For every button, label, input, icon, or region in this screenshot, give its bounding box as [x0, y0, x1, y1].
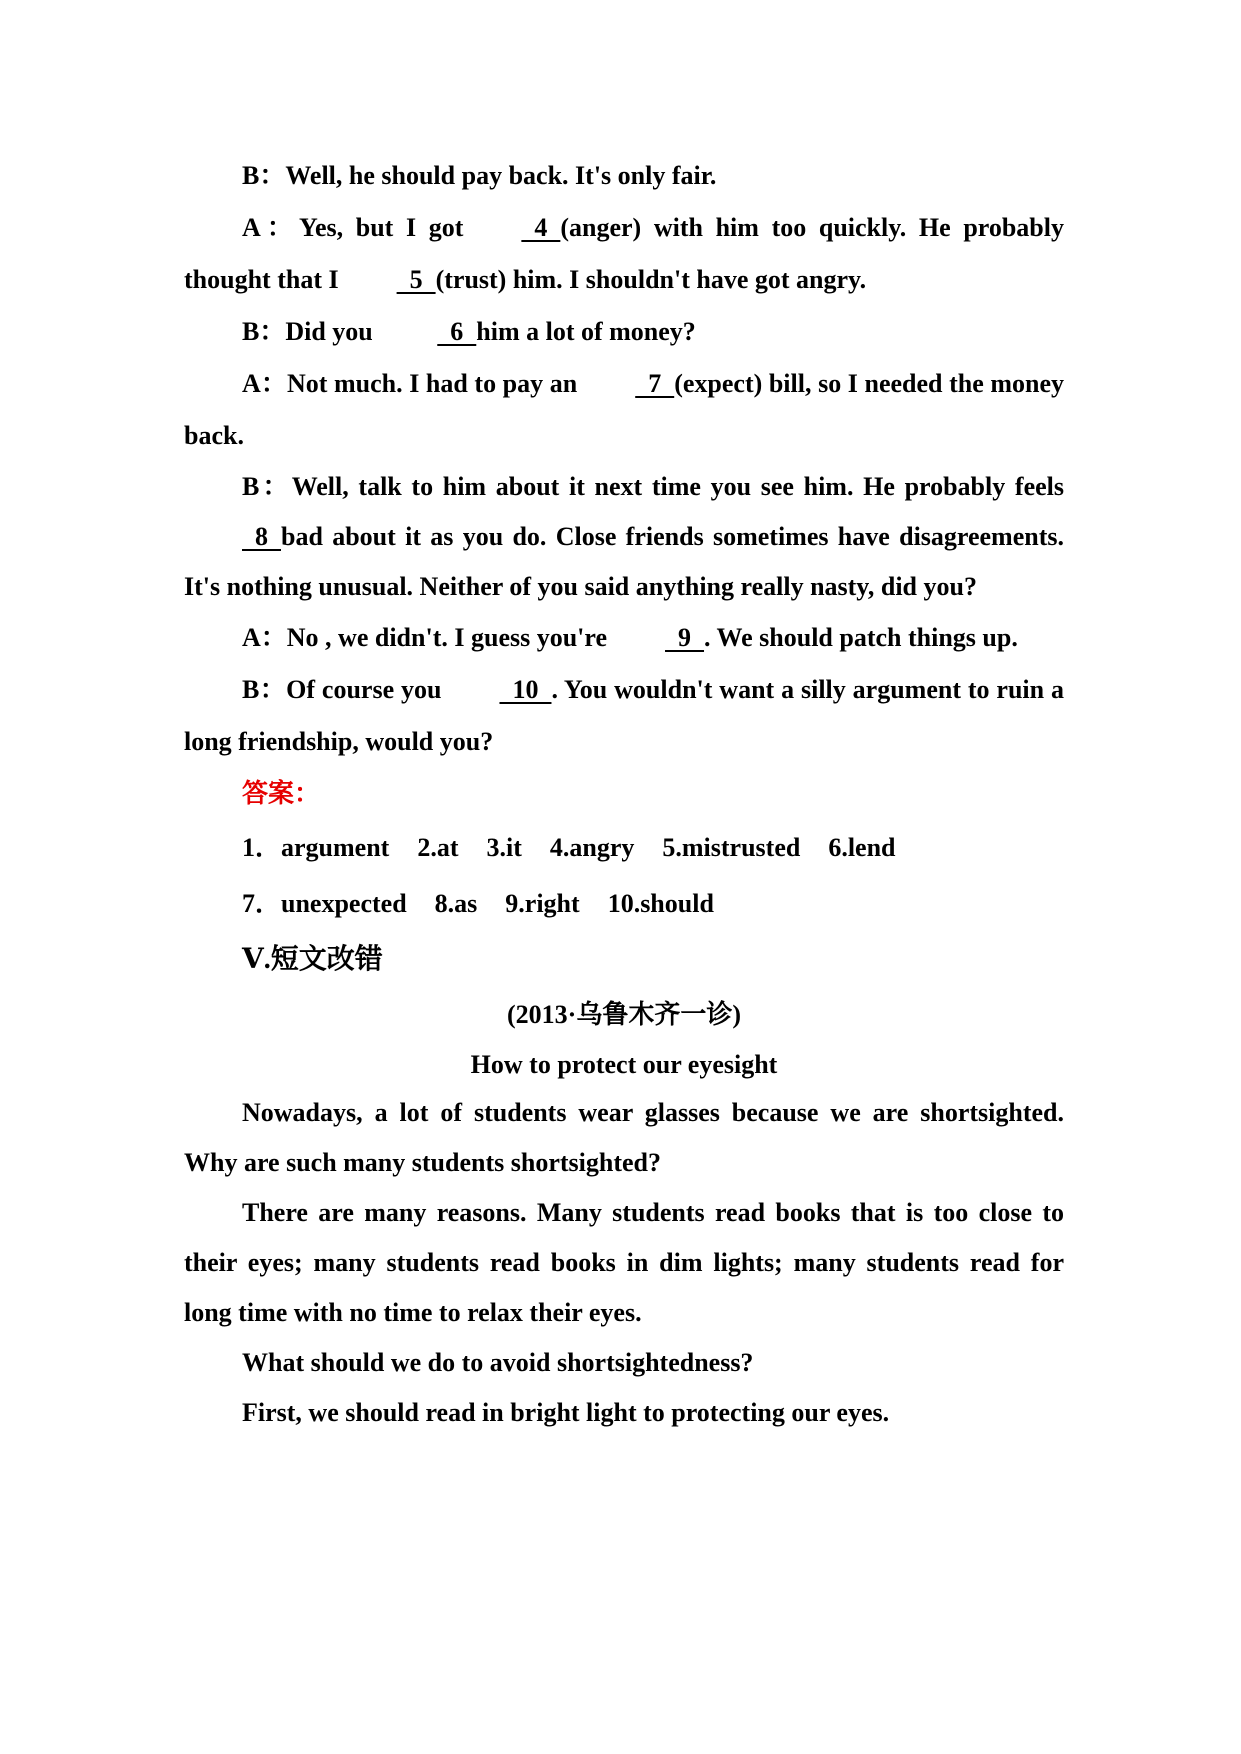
dialogue-text: No , we didn't. I guess you're	[286, 623, 608, 652]
passage	[184, 1088, 1064, 1438]
speaker-label: B：	[242, 675, 287, 704]
blank-number: 4	[521, 213, 561, 242]
answer-item: 4.angry	[549, 833, 635, 862]
answers-row-2	[184, 876, 1064, 932]
dialogue-line	[184, 358, 1064, 462]
dialogue-text: Well, talk to him about it next time you see him. He probably feels	[291, 472, 1064, 501]
answer-item: 10.should	[607, 889, 714, 918]
speaker-label: B：	[242, 317, 286, 346]
dialogue-line	[184, 612, 1064, 664]
section-heading: Ⅴ.短文改错	[242, 944, 383, 975]
passage-paragraph: First, we should read in bright light to protecting our eyes.	[242, 1398, 890, 1427]
blank-number: 10	[499, 675, 552, 704]
dialogue-text: (trust) him. I shouldn't have got angry.	[435, 265, 867, 294]
document-page	[184, 150, 1064, 1438]
dialogue-text: . You wouldn't want a silly argument to ruin a long friendship, would you?	[184, 675, 1064, 756]
answer-heading: 答案：	[242, 779, 321, 808]
blank-number: 8	[242, 522, 281, 551]
dialogue-line	[184, 306, 1064, 358]
speaker-label: B：	[242, 472, 292, 501]
answer-item: 1．argument	[242, 833, 390, 862]
source-line: (2013·乌鲁木齐一诊)	[507, 1000, 741, 1029]
dialogue-text: (expect) bill, so I needed the money back.	[184, 369, 1064, 450]
dialogue-text: Yes, but I got	[299, 213, 464, 242]
blank-number: 7	[635, 369, 675, 398]
passage-paragraph: What should we do to avoid shortsightedness?	[242, 1348, 754, 1377]
answer-item: 6.lend	[828, 833, 896, 862]
dialogue-text: bad about it as you do. Close friends sometimes have disagreements. It's nothing unusual. Neither of you said anything really nasty, did you?	[184, 522, 1064, 601]
dialogue-line	[184, 462, 1064, 612]
passage-title: How to protect our eyesight	[470, 1050, 778, 1079]
speaker-label: A：	[242, 213, 300, 242]
blank-number: 6	[437, 317, 477, 346]
dialogue-text: . We should patch things up.	[704, 623, 1018, 652]
answer-item: 5.mistrusted	[662, 833, 801, 862]
dialogue-line	[184, 664, 1064, 768]
dialogue-line	[184, 202, 1064, 306]
passage-paragraph: Nowadays, a lot of students wear glasses because we are shortsighted. Why are such many students shortsighted?	[184, 1098, 1064, 1177]
answer-item: 7．unexpected	[242, 889, 407, 918]
dialogue-line	[184, 150, 1064, 202]
answers-row-1	[184, 820, 1064, 876]
speaker-label: A：	[242, 369, 287, 398]
answer-item: 3.it	[486, 833, 522, 862]
speaker-label: B：	[242, 161, 286, 190]
answer-item: 8.as	[434, 889, 478, 918]
dialogue	[184, 150, 1064, 768]
dialogue-text: (anger) with him too quickly. He probably thought that I	[184, 213, 1064, 294]
speaker-label: A：	[242, 623, 287, 652]
dialogue-text: Of course you	[286, 675, 442, 704]
dialogue-text: Well, he should pay back. It's only fair.	[285, 161, 717, 190]
dialogue-text: Not much. I had to pay an	[286, 369, 578, 398]
passage-paragraph: There are many reasons. Many students read books that is too close to their eyes; many students read books in dim lights; many students read for long time with no time to relax their eyes.	[184, 1198, 1064, 1327]
dialogue-text: him a lot of money?	[476, 317, 696, 346]
dialogue-text: Did you	[285, 317, 380, 346]
answer-item: 9.right	[505, 889, 580, 918]
answer-item: 2.at	[417, 833, 459, 862]
blank-number: 9	[665, 623, 705, 652]
blank-number: 5	[396, 265, 436, 294]
